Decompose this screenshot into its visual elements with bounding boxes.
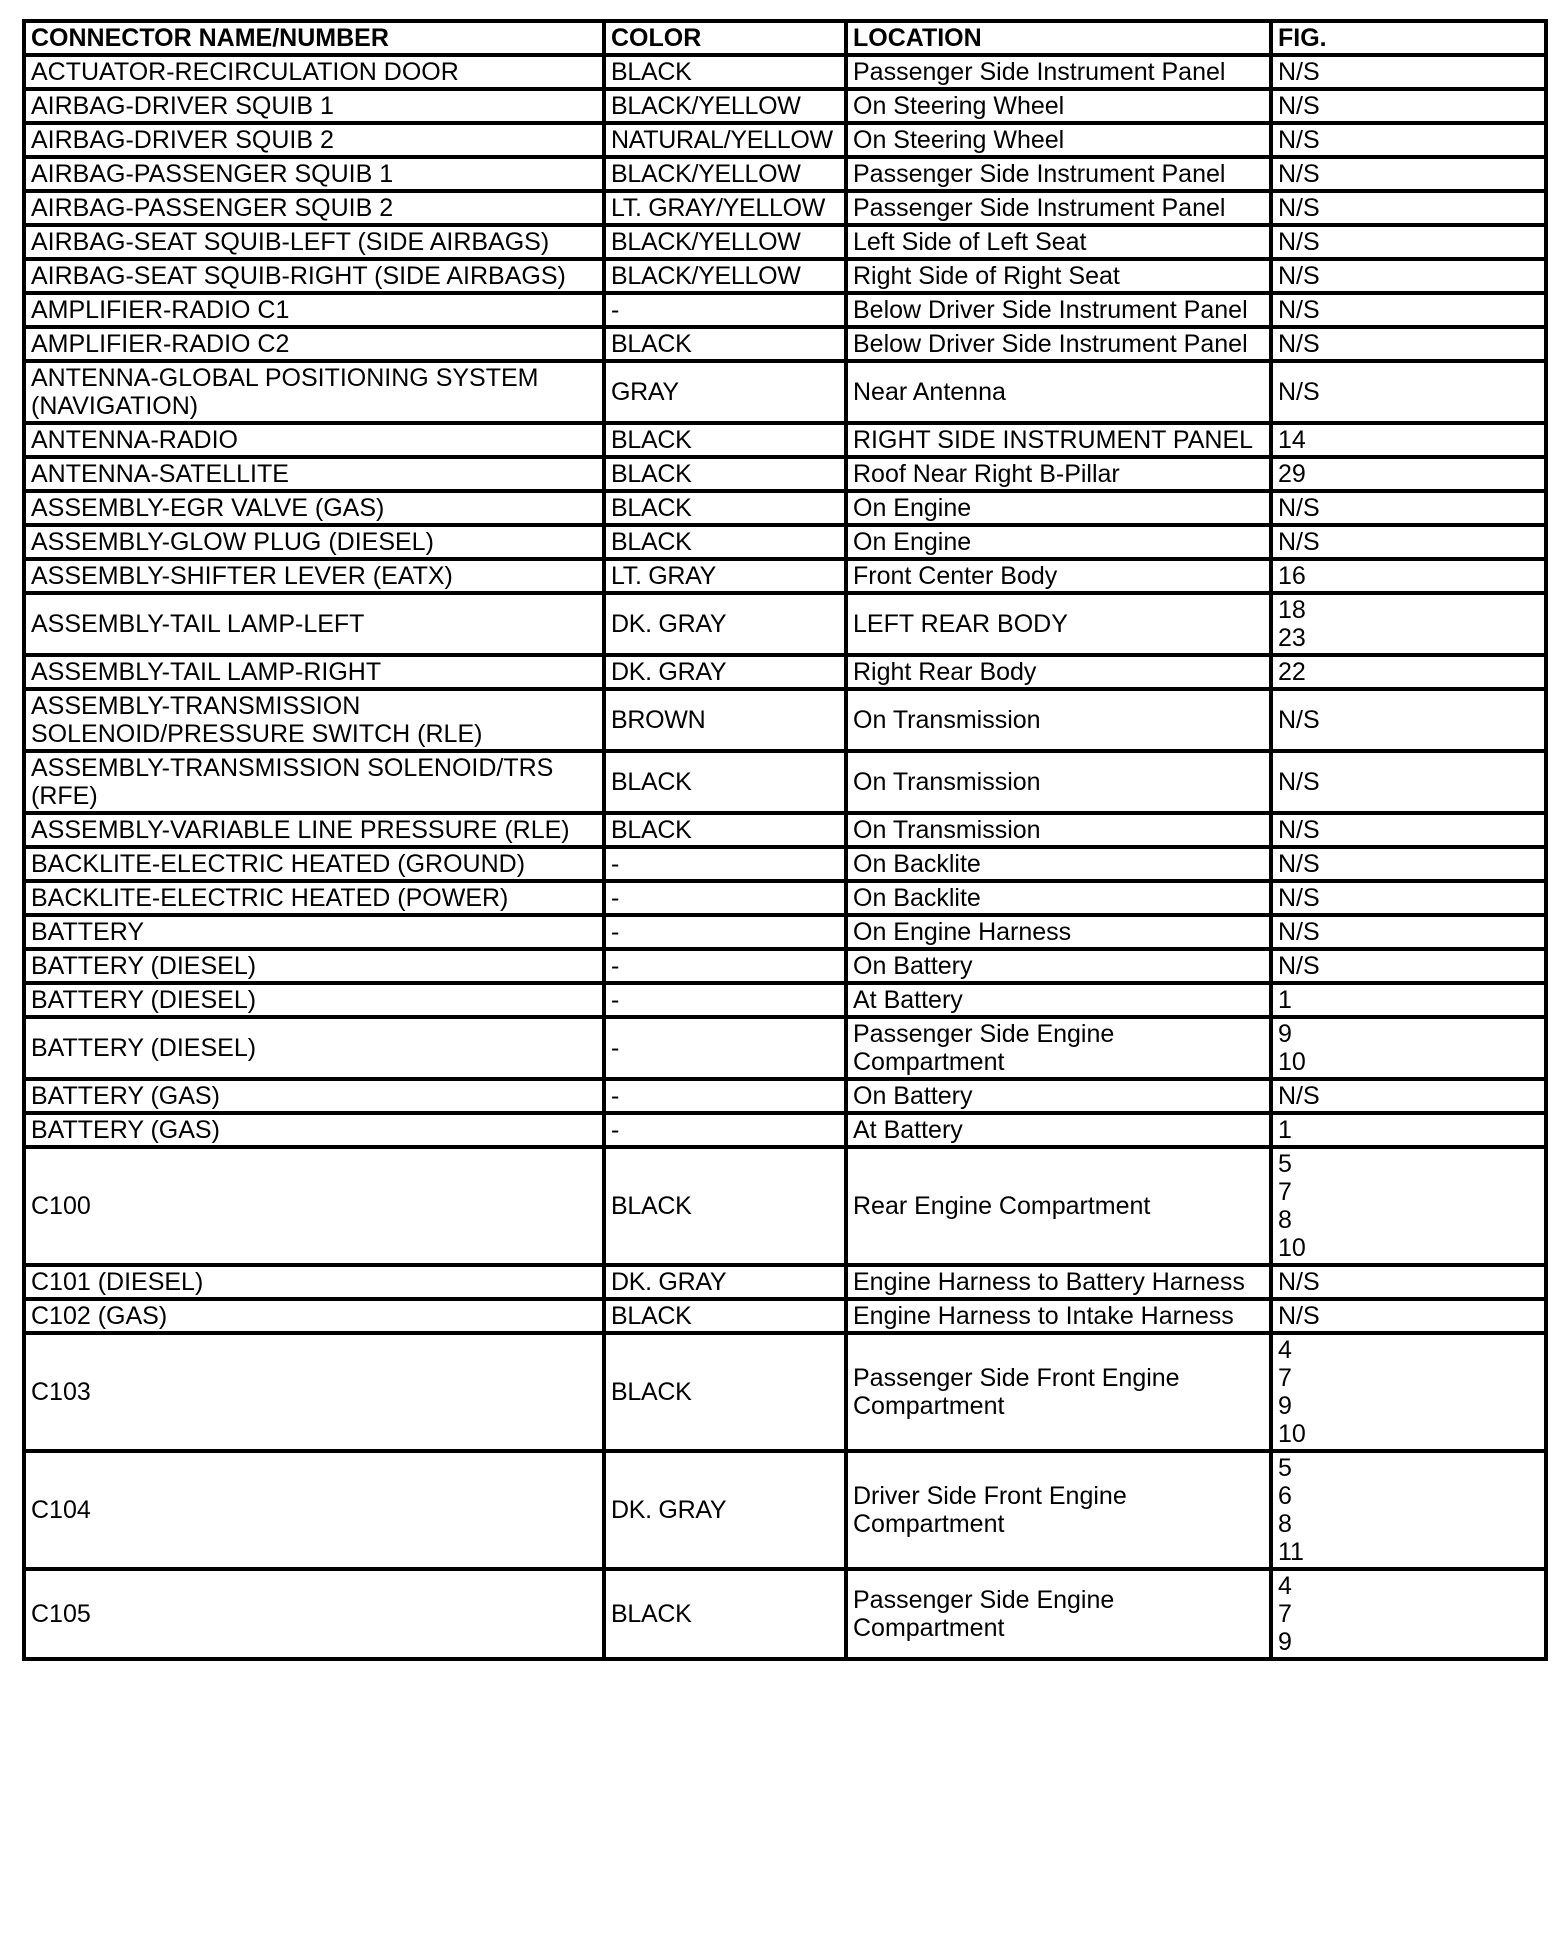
cell-connector-name: ANTENNA-GLOBAL POSITIONING SYSTEM (NAVIGATION) bbox=[24, 361, 604, 423]
connector-table bbox=[22, 19, 1548, 1661]
cell-color: DK. GRAY bbox=[604, 1451, 846, 1569]
fig-number: N/S bbox=[1278, 1268, 1320, 1296]
fig-number: N/S bbox=[1278, 528, 1320, 556]
cell-fig bbox=[1271, 361, 1546, 423]
cell-color: BLACK/YELLOW bbox=[604, 225, 846, 259]
cell-connector-name: ASSEMBLY-TRANSMISSION SOLENOID/TRS (RFE) bbox=[24, 751, 604, 813]
fig-number: 10 bbox=[1278, 1048, 1306, 1076]
cell-connector-name: ASSEMBLY-TRANSMISSION SOLENOID/PRESSURE SWITCH (RLE) bbox=[24, 689, 604, 751]
cell-fig bbox=[1271, 847, 1546, 881]
cell-location: On Transmission bbox=[846, 689, 1271, 751]
table-row bbox=[24, 123, 1546, 157]
table-row bbox=[24, 915, 1546, 949]
cell-color: BLACK bbox=[604, 1147, 846, 1265]
cell-color: BLACK/YELLOW bbox=[604, 89, 846, 123]
cell-color: - bbox=[604, 881, 846, 915]
cell-color: - bbox=[604, 1113, 846, 1147]
table-row bbox=[24, 525, 1546, 559]
fig-number: 18 bbox=[1278, 596, 1306, 624]
cell-connector-name: BATTERY (DIESEL) bbox=[24, 983, 604, 1017]
cell-fig bbox=[1271, 1147, 1546, 1265]
connector-rows bbox=[24, 55, 1546, 1659]
cell-color: GRAY bbox=[604, 361, 846, 423]
cell-location: Passenger Side Front Engine Compartment bbox=[846, 1333, 1271, 1451]
cell-color: BROWN bbox=[604, 689, 846, 751]
cell-fig bbox=[1271, 1569, 1546, 1659]
cell-color: BLACK bbox=[604, 457, 846, 491]
cell-connector-name: BACKLITE-ELECTRIC HEATED (GROUND) bbox=[24, 847, 604, 881]
fig-number: N/S bbox=[1278, 952, 1320, 980]
cell-fig bbox=[1271, 1451, 1546, 1569]
table-row bbox=[24, 293, 1546, 327]
fig-number: 29 bbox=[1278, 460, 1306, 488]
cell-location: On Backlite bbox=[846, 847, 1271, 881]
fig-number: 1 bbox=[1278, 1116, 1292, 1144]
cell-location: At Battery bbox=[846, 1113, 1271, 1147]
table-row bbox=[24, 655, 1546, 689]
cell-fig bbox=[1271, 813, 1546, 847]
table-row bbox=[24, 1333, 1546, 1451]
cell-color: DK. GRAY bbox=[604, 655, 846, 689]
cell-connector-name: AMPLIFIER-RADIO C1 bbox=[24, 293, 604, 327]
cell-location: Near Antenna bbox=[846, 361, 1271, 423]
cell-connector-name: C100 bbox=[24, 1147, 604, 1265]
fig-number: N/S bbox=[1278, 768, 1320, 796]
table-row bbox=[24, 327, 1546, 361]
header-connector-name: CONNECTOR NAME/NUMBER bbox=[24, 21, 604, 55]
fig-number: 5 bbox=[1278, 1454, 1292, 1482]
cell-fig bbox=[1271, 225, 1546, 259]
cell-fig bbox=[1271, 1333, 1546, 1451]
cell-location: Left Side of Left Seat bbox=[846, 225, 1271, 259]
cell-fig bbox=[1271, 491, 1546, 525]
header-color: COLOR bbox=[604, 21, 846, 55]
cell-connector-name: AIRBAG-DRIVER SQUIB 2 bbox=[24, 123, 604, 157]
table-row bbox=[24, 1147, 1546, 1265]
cell-color: BLACK bbox=[604, 55, 846, 89]
cell-location: On Transmission bbox=[846, 751, 1271, 813]
cell-connector-name: AIRBAG-SEAT SQUIB-LEFT (SIDE AIRBAGS) bbox=[24, 225, 604, 259]
cell-connector-name: C103 bbox=[24, 1333, 604, 1451]
cell-connector-name: BATTERY (GAS) bbox=[24, 1113, 604, 1147]
cell-connector-name: ASSEMBLY-TAIL LAMP-LEFT bbox=[24, 593, 604, 655]
cell-connector-name: AIRBAG-SEAT SQUIB-RIGHT (SIDE AIRBAGS) bbox=[24, 259, 604, 293]
fig-number: N/S bbox=[1278, 706, 1320, 734]
fig-number: 8 bbox=[1278, 1206, 1292, 1234]
fig-number: N/S bbox=[1278, 918, 1320, 946]
cell-location: Engine Harness to Battery Harness bbox=[846, 1265, 1271, 1299]
fig-number: N/S bbox=[1278, 816, 1320, 844]
cell-connector-name: C102 (GAS) bbox=[24, 1299, 604, 1333]
cell-location: On Engine bbox=[846, 491, 1271, 525]
table-row bbox=[24, 259, 1546, 293]
cell-connector-name: ACTUATOR-RECIRCULATION DOOR bbox=[24, 55, 604, 89]
fig-number: N/S bbox=[1278, 1082, 1320, 1110]
cell-color: BLACK bbox=[604, 423, 846, 457]
cell-connector-name: AIRBAG-PASSENGER SQUIB 1 bbox=[24, 157, 604, 191]
table-row bbox=[24, 157, 1546, 191]
cell-location: On Steering Wheel bbox=[846, 89, 1271, 123]
table-row bbox=[24, 689, 1546, 751]
cell-connector-name: AMPLIFIER-RADIO C2 bbox=[24, 327, 604, 361]
cell-color: LT. GRAY/YELLOW bbox=[604, 191, 846, 225]
cell-fig bbox=[1271, 983, 1546, 1017]
cell-location: On Steering Wheel bbox=[846, 123, 1271, 157]
fig-number: 14 bbox=[1278, 426, 1306, 454]
fig-number: N/S bbox=[1278, 494, 1320, 522]
cell-fig bbox=[1271, 259, 1546, 293]
table-row bbox=[24, 361, 1546, 423]
fig-number: 10 bbox=[1278, 1420, 1306, 1448]
cell-location: Right Side of Right Seat bbox=[846, 259, 1271, 293]
cell-connector-name: BATTERY (DIESEL) bbox=[24, 949, 604, 983]
table-row bbox=[24, 457, 1546, 491]
fig-number: N/S bbox=[1278, 1302, 1320, 1330]
fig-number: 4 bbox=[1278, 1336, 1292, 1364]
cell-location: On Engine bbox=[846, 525, 1271, 559]
table-row bbox=[24, 1451, 1546, 1569]
header-fig: FIG. bbox=[1271, 21, 1546, 55]
fig-number: 10 bbox=[1278, 1234, 1306, 1262]
cell-location: Rear Engine Compartment bbox=[846, 1147, 1271, 1265]
cell-color: BLACK bbox=[604, 1333, 846, 1451]
cell-connector-name: BATTERY (GAS) bbox=[24, 1079, 604, 1113]
fig-number: N/S bbox=[1278, 884, 1320, 912]
fig-number: 9 bbox=[1278, 1020, 1292, 1048]
cell-fig bbox=[1271, 881, 1546, 915]
cell-location: Roof Near Right B-Pillar bbox=[846, 457, 1271, 491]
table-row bbox=[24, 55, 1546, 89]
cell-connector-name: AIRBAG-PASSENGER SQUIB 2 bbox=[24, 191, 604, 225]
cell-location: On Backlite bbox=[846, 881, 1271, 915]
cell-location: Passenger Side Engine Compartment bbox=[846, 1017, 1271, 1079]
table-row bbox=[24, 881, 1546, 915]
cell-connector-name: ANTENNA-SATELLITE bbox=[24, 457, 604, 491]
table-row bbox=[24, 1017, 1546, 1079]
fig-number: N/S bbox=[1278, 378, 1320, 406]
fig-number: N/S bbox=[1278, 92, 1320, 120]
fig-number: N/S bbox=[1278, 296, 1320, 324]
cell-location: On Transmission bbox=[846, 813, 1271, 847]
cell-color: BLACK/YELLOW bbox=[604, 259, 846, 293]
cell-connector-name: C101 (DIESEL) bbox=[24, 1265, 604, 1299]
table-row bbox=[24, 751, 1546, 813]
table-row bbox=[24, 89, 1546, 123]
cell-fig bbox=[1271, 191, 1546, 225]
cell-color: - bbox=[604, 847, 846, 881]
fig-number: 9 bbox=[1278, 1628, 1292, 1656]
fig-number: 7 bbox=[1278, 1178, 1292, 1206]
cell-color: BLACK/YELLOW bbox=[604, 157, 846, 191]
cell-fig bbox=[1271, 293, 1546, 327]
cell-color: BLACK bbox=[604, 751, 846, 813]
table-row bbox=[24, 1299, 1546, 1333]
cell-connector-name: BATTERY bbox=[24, 915, 604, 949]
cell-color: - bbox=[604, 293, 846, 327]
connector-table-page bbox=[22, 19, 1544, 1661]
cell-location: LEFT REAR BODY bbox=[846, 593, 1271, 655]
cell-location: Passenger Side Engine Compartment bbox=[846, 1569, 1271, 1659]
cell-location: Engine Harness to Intake Harness bbox=[846, 1299, 1271, 1333]
fig-number: N/S bbox=[1278, 194, 1320, 222]
table-row bbox=[24, 949, 1546, 983]
cell-location: Passenger Side Instrument Panel bbox=[846, 55, 1271, 89]
cell-color: - bbox=[604, 983, 846, 1017]
cell-color: DK. GRAY bbox=[604, 1265, 846, 1299]
cell-location: Right Rear Body bbox=[846, 655, 1271, 689]
cell-fig bbox=[1271, 89, 1546, 123]
cell-location: Passenger Side Instrument Panel bbox=[846, 191, 1271, 225]
cell-color: BLACK bbox=[604, 327, 846, 361]
cell-fig bbox=[1271, 55, 1546, 89]
cell-connector-name: C104 bbox=[24, 1451, 604, 1569]
cell-color: DK. GRAY bbox=[604, 593, 846, 655]
header-location: LOCATION bbox=[846, 21, 1271, 55]
cell-fig bbox=[1271, 1113, 1546, 1147]
cell-color: BLACK bbox=[604, 525, 846, 559]
fig-number: 7 bbox=[1278, 1364, 1292, 1392]
fig-number: 9 bbox=[1278, 1392, 1292, 1420]
header-row bbox=[24, 21, 1546, 55]
cell-location: Passenger Side Instrument Panel bbox=[846, 157, 1271, 191]
cell-location: Below Driver Side Instrument Panel bbox=[846, 293, 1271, 327]
table-row bbox=[24, 1265, 1546, 1299]
cell-location: On Battery bbox=[846, 949, 1271, 983]
cell-fig bbox=[1271, 1017, 1546, 1079]
fig-number: N/S bbox=[1278, 58, 1320, 86]
fig-number: 6 bbox=[1278, 1482, 1292, 1510]
fig-number: 11 bbox=[1278, 1538, 1304, 1566]
table-row bbox=[24, 491, 1546, 525]
cell-connector-name: C105 bbox=[24, 1569, 604, 1659]
fig-number: 7 bbox=[1278, 1600, 1292, 1628]
cell-fig bbox=[1271, 327, 1546, 361]
cell-color: - bbox=[604, 915, 846, 949]
fig-number: 16 bbox=[1278, 562, 1306, 590]
cell-color: NATURAL/YELLOW bbox=[604, 123, 846, 157]
cell-fig bbox=[1271, 157, 1546, 191]
fig-number: N/S bbox=[1278, 262, 1320, 290]
cell-fig bbox=[1271, 915, 1546, 949]
fig-number: 22 bbox=[1278, 658, 1306, 686]
cell-color: - bbox=[604, 949, 846, 983]
cell-fig bbox=[1271, 1265, 1546, 1299]
cell-color: - bbox=[604, 1079, 846, 1113]
cell-fig bbox=[1271, 689, 1546, 751]
cell-color: BLACK bbox=[604, 1569, 846, 1659]
table-row bbox=[24, 593, 1546, 655]
cell-fig bbox=[1271, 949, 1546, 983]
cell-fig bbox=[1271, 559, 1546, 593]
cell-connector-name: ASSEMBLY-SHIFTER LEVER (EATX) bbox=[24, 559, 604, 593]
cell-connector-name: ASSEMBLY-EGR VALVE (GAS) bbox=[24, 491, 604, 525]
cell-fig bbox=[1271, 655, 1546, 689]
fig-number: N/S bbox=[1278, 330, 1320, 358]
cell-connector-name: BACKLITE-ELECTRIC HEATED (POWER) bbox=[24, 881, 604, 915]
fig-number: N/S bbox=[1278, 126, 1320, 154]
cell-color: LT. GRAY bbox=[604, 559, 846, 593]
cell-fig bbox=[1271, 751, 1546, 813]
table-row bbox=[24, 1113, 1546, 1147]
cell-fig bbox=[1271, 123, 1546, 157]
cell-location: Below Driver Side Instrument Panel bbox=[846, 327, 1271, 361]
fig-number: 5 bbox=[1278, 1150, 1292, 1178]
table-row bbox=[24, 847, 1546, 881]
cell-color: BLACK bbox=[604, 813, 846, 847]
cell-fig bbox=[1271, 1079, 1546, 1113]
cell-location: Front Center Body bbox=[846, 559, 1271, 593]
cell-location: At Battery bbox=[846, 983, 1271, 1017]
fig-number: N/S bbox=[1278, 850, 1320, 878]
cell-connector-name: BATTERY (DIESEL) bbox=[24, 1017, 604, 1079]
cell-connector-name: ASSEMBLY-GLOW PLUG (DIESEL) bbox=[24, 525, 604, 559]
cell-location: On Engine Harness bbox=[846, 915, 1271, 949]
cell-color: - bbox=[604, 1017, 846, 1079]
cell-location: Driver Side Front Engine Compartment bbox=[846, 1451, 1271, 1569]
table-row bbox=[24, 983, 1546, 1017]
cell-connector-name: AIRBAG-DRIVER SQUIB 1 bbox=[24, 89, 604, 123]
cell-fig bbox=[1271, 525, 1546, 559]
fig-number: N/S bbox=[1278, 228, 1320, 256]
table-row bbox=[24, 559, 1546, 593]
fig-number: N/S bbox=[1278, 160, 1320, 188]
table-row bbox=[24, 1569, 1546, 1659]
cell-fig bbox=[1271, 457, 1546, 491]
fig-number: 4 bbox=[1278, 1572, 1292, 1600]
table-row bbox=[24, 423, 1546, 457]
cell-location: RIGHT SIDE INSTRUMENT PANEL bbox=[846, 423, 1271, 457]
table-row bbox=[24, 225, 1546, 259]
cell-fig bbox=[1271, 593, 1546, 655]
table-row bbox=[24, 1079, 1546, 1113]
cell-color: BLACK bbox=[604, 491, 846, 525]
cell-color: BLACK bbox=[604, 1299, 846, 1333]
fig-number: 8 bbox=[1278, 1510, 1292, 1538]
table-row bbox=[24, 191, 1546, 225]
cell-connector-name: ANTENNA-RADIO bbox=[24, 423, 604, 457]
cell-connector-name: ASSEMBLY-VARIABLE LINE PRESSURE (RLE) bbox=[24, 813, 604, 847]
cell-location: On Battery bbox=[846, 1079, 1271, 1113]
cell-fig bbox=[1271, 1299, 1546, 1333]
fig-number: 1 bbox=[1278, 986, 1292, 1014]
fig-number: 23 bbox=[1278, 624, 1306, 652]
cell-fig bbox=[1271, 423, 1546, 457]
cell-connector-name: ASSEMBLY-TAIL LAMP-RIGHT bbox=[24, 655, 604, 689]
table-row bbox=[24, 813, 1546, 847]
